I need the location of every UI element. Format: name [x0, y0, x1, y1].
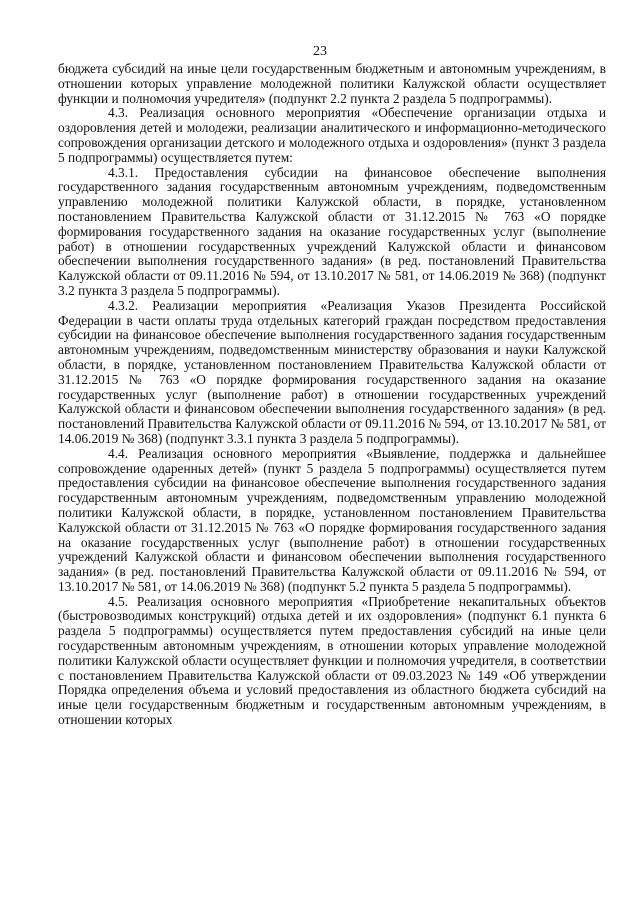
paragraph-4-3-1: 4.3.1. Предоставления субсидии на финансовое обеспечение выполнения государственного задания государственным автономным учреждениям, подведомственным управлению молодежной политики Калужской области, в порядке, установленном постановлением Правительства Калужской области от 31.12.2015 № 763 «О порядке формирования государственного задания на оказание государственных услуг (выполнение работ) в отношении государственных учреждений Калужской области и финансовом обеспечении выполнения государственного задания» (в ред. постановлений Правительства Калужской области от 09.11.2016 № 594, от 13.10.2017 № 581, от 14.06.2019 № 368) (подпункт 3.2 пункта 3 раздела 5 подпрограммы). — [58, 164, 606, 298]
paragraph-4-3-2: 4.3.2. Реализации мероприятия «Реализация Указов Президента Российской Федерации в части оплаты труда отдельных категорий граждан посредством предоставления субсидии на финансовое обеспечение выполнения государственного задания государственным автономным учреждениям, подведомственным министерству образования и науки Калужской области, в порядке, установленном постановлением Правительства Калужской области от 31.12.2015 № 763 «О порядке формирования государственного задания на оказание государственных услуг (выполнение работ) в отношении государственных учреждений Калужской области и финансовом обеспечении выполнения государственного задания» (в ред. постановлений Правительства Калужской области от 09.11.2016 № 594, от 13.10.2017 № 581, от 14.06.2019 № 368) (подпункт 3.3.1 пункта 3 раздела 5 подпрограммы). — [58, 297, 606, 446]
paragraph-continuation: бюджета субсидий на иные цели государственным бюджетным и автономным учреждениям, в отношении которых управление молодежной политики Калужской области осуществляет функции и полномочия учредителя» (подпункт 2.2 пункта 2 раздела 5 подпрограммы). — [58, 61, 606, 106]
paragraph-4-3: 4.3. Реализация основного мероприятия «Обеспечение организации отдыха и оздоровления детей и молодежи, реализации аналитического и информационно-методического сопровождения организации детского и молодежного отдыха и оздоровления» (пункт 3 раздела 5 подпрограммы) осуществляется путем: — [58, 105, 606, 165]
paragraph-4-4: 4.4. Реализация основного мероприятия «Выявление, поддержка и дальнейшее сопровождение одаренных детей» (пункт 5 раздела 5 подпрограммы) осуществляется путем предоставления субсидии на финансовое обеспечение выполнения государственного задания государственным автономным учреждениям, подведомственным управлению молодежной политики Калужской области, в порядке, установленном постановлением Правительства Калужской области от 31.12.2015 № 763 «О порядке формирования государственного задания на оказание государственных услуг (выполнение работ) в отношении государственных учреждений Калужской области и финансовом обеспечении выполнения государственного задания» (в ред. постановлений Правительства Калужской области от 09.11.2016 № 594, от 13.10.2017 № 581, от 14.06.2019 № 368) (подпункт 5.2 пункта 5 раздела 5 подпрограммы). — [58, 445, 606, 594]
paragraph-4-5: 4.5. Реализация основного мероприятия «Приобретение некапитальных объектов (быстровозводимых конструкций) отдыха детей и их оздоровления» (подпункт 6.1 пункта 6 раздела 5 подпрограммы) осуществляется путем предоставления субсидий на иные цели государственным автономным учреждениям, в отношении которых управление молодежной политики Калужской области осуществляет функции и полномочия учредителя, в соответствии с постановлением Правительства Калужской области от 09.03.2023 № 149 «Об утверждении Порядка определения объема и условий предоставления из областного бюджета субсидий на иные цели государственным бюджетным и государственным автономным учреждениям, в отношении которых — [58, 593, 606, 728]
document-body — [58, 62, 606, 728]
page-number: 23 — [313, 44, 327, 59]
